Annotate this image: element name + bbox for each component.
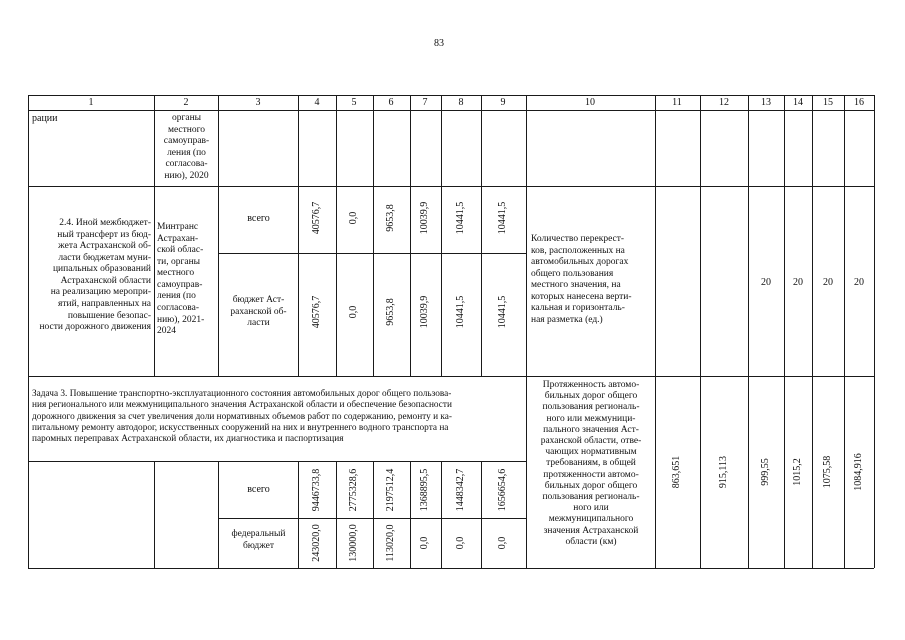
column-border (748, 95, 749, 568)
value-cell: 9653,8 (384, 204, 396, 232)
text-line: 2.4. Иной межбюджет- (59, 218, 151, 228)
column-border (441, 95, 442, 376)
text-line: ности дорожного движения (39, 322, 151, 333)
table-bottom-border (28, 568, 874, 569)
text-line: ная разметка (ед.) (531, 315, 603, 326)
text-line: дорожного движения за счет увеличения доли нормативных объемов работ по содержанию, ремонту и ка- (32, 411, 452, 422)
text-line: органы (171, 113, 202, 123)
text-line: паромных переправах Астраханской области, их диагностика и паспортизация (32, 434, 344, 445)
column-header: 5 (351, 97, 357, 108)
text-line: межмуниципального (548, 514, 634, 525)
text-line: согласова- (165, 159, 208, 170)
text-line: повышение безопас- (67, 310, 151, 321)
column-header: 6 (388, 97, 394, 108)
value-cell: 40576,7 (310, 295, 322, 329)
value-cell: 1656654,6 (496, 468, 508, 512)
funding-source-total: всего (247, 213, 270, 224)
text-line: раханской об- (230, 306, 287, 317)
column-border (410, 461, 411, 568)
text-line: ния регионального или межмуниципального значения Астраханской области и обеспечение безопасности (32, 400, 452, 411)
text-line: бильных дорог общего (544, 480, 638, 491)
column-border (373, 461, 374, 568)
value-cell: 10441,5 (496, 201, 508, 235)
text-line: ления (по (167, 147, 206, 158)
value-cell: 9653,8 (384, 298, 396, 326)
column-border (655, 95, 656, 568)
target-value: 20 (823, 277, 833, 288)
value-cell: 0,0 (418, 536, 430, 550)
column-border (481, 461, 482, 568)
text-line: ного или (573, 503, 609, 514)
text-line: Количество перекрест- (531, 234, 625, 244)
value-cell: 243020,0 (310, 524, 322, 562)
column-header: 12 (719, 97, 729, 108)
text-line: значения Астраханской (543, 525, 639, 536)
target-value: 1075,58 (821, 455, 833, 489)
text-line: требованиям, в общей (546, 458, 636, 469)
value-cell: 10039,9 (418, 201, 430, 235)
column-border (373, 95, 374, 376)
text-line: бюджет (242, 540, 275, 551)
text-line: пального значения Аст- (543, 424, 639, 435)
column-border (336, 461, 337, 568)
text-line: местного (167, 124, 206, 135)
value-cell: 1368895,5 (418, 468, 430, 512)
page-number: 83 (434, 38, 444, 49)
text-line: Задача 3. Повышение транспортно-эксплуатационного состояния автомобильных дорог общего пользова- (32, 389, 452, 399)
value-cell: 130000,0 (347, 524, 359, 562)
text-line: нию), 2021- (157, 314, 205, 325)
text-line: жета Астраханской об- (58, 241, 151, 252)
value-cell: 0,0 (496, 536, 508, 550)
continued-executor (155, 113, 218, 182)
text-line: Астраханской области (60, 275, 151, 286)
column-header: 10 (585, 97, 595, 108)
column-border (410, 95, 411, 376)
column-header: 3 (255, 97, 261, 108)
text-line: ления (по (157, 291, 196, 302)
column-border (784, 95, 785, 568)
text-line: ципальных образований (52, 264, 151, 275)
text-line: ласти (247, 318, 270, 329)
indicator-text (528, 380, 654, 548)
value-cell: 10441,5 (496, 295, 508, 329)
column-border (481, 95, 482, 376)
column-border (700, 95, 701, 568)
value-cell: 9446733,8 (310, 468, 322, 512)
target-value: 20 (854, 277, 864, 288)
column-header: 16 (854, 97, 864, 108)
column-border (874, 95, 875, 568)
text-line: бюджет Аст- (232, 295, 285, 305)
indicator-text (531, 234, 653, 327)
funding-source-total: всего (247, 484, 270, 495)
column-header: 13 (761, 97, 771, 108)
text-line: ков, расположенных на (531, 245, 625, 256)
value-cell: 10039,9 (418, 295, 430, 329)
column-header: 4 (314, 97, 320, 108)
text-line: ской облас- (157, 245, 204, 256)
text-line: бильных дорог общего (544, 391, 638, 402)
value-cell: 1448342,7 (454, 468, 466, 512)
column-border (844, 95, 845, 568)
value-cell: 10441,5 (454, 201, 466, 235)
column-header: 7 (422, 97, 428, 108)
text-line: ятий, направленных на (58, 299, 151, 310)
column-border (441, 461, 442, 568)
column-border (154, 461, 155, 568)
value-cell: 2197512,4 (384, 468, 396, 512)
text-line: области (км) (565, 536, 617, 547)
column-header: 2 (183, 97, 189, 108)
text-line: ный трансферт из бюд- (57, 229, 151, 240)
column-border (336, 95, 337, 376)
text-line: протяженности автомо- (543, 469, 639, 480)
text-line: ти, органы (157, 256, 201, 267)
value-cell: 0,0 (347, 211, 359, 225)
text-line: чающих нормативным (545, 447, 637, 458)
target-value: 20 (761, 277, 771, 288)
column-border (218, 95, 219, 376)
text-line: общего пользования (531, 268, 614, 279)
text-line: местного (157, 268, 195, 279)
text-line: Протяженность автомо- (542, 380, 640, 390)
funding-source-federal (219, 529, 298, 552)
task-title (32, 389, 524, 446)
task-title-divider (28, 461, 526, 462)
column-header: 14 (793, 97, 803, 108)
value-cell: 40576,7 (310, 201, 322, 235)
target-value: 1084,916 (852, 453, 864, 491)
column-border (812, 95, 813, 568)
text-line: нию), 2020 (164, 170, 209, 181)
target-value: 1015,2 (791, 458, 803, 486)
text-line: согласова- (157, 303, 200, 314)
column-border (526, 95, 527, 568)
target-value: 999,55 (759, 458, 771, 486)
text-line: на реализацию меропри- (50, 287, 151, 298)
text-line: кальная и горизонталь- (531, 303, 625, 314)
text-line: 2024 (157, 326, 176, 337)
text-line: федеральный (231, 529, 286, 539)
subrow-divider (218, 253, 526, 254)
text-line: пользования региональ- (542, 492, 640, 503)
text-line: самоуправ- (163, 136, 210, 147)
subrow-divider (218, 518, 526, 519)
text-line: питальному ремонту автодорог, искусственных сооружений на них и внутреннего водного транспорта на (32, 422, 449, 433)
column-border (298, 461, 299, 568)
value-cell: 0,0 (347, 305, 359, 319)
column-header: 1 (88, 97, 94, 108)
target-value: 915,113 (717, 455, 729, 489)
text-line: ного или межмуници- (546, 413, 636, 424)
executor (157, 222, 217, 338)
text-line: автомобильных дорогах (531, 257, 629, 268)
column-border (298, 95, 299, 376)
target-value: 863,651 (670, 455, 682, 489)
value-cell: 0,0 (454, 536, 466, 550)
target-value: 20 (793, 277, 803, 288)
funding-source-budget (219, 295, 298, 330)
column-header: 11 (672, 97, 682, 108)
value-cell: 10441,5 (454, 295, 466, 329)
text-line: пользования региональ- (542, 402, 640, 413)
value-cell: 113020,0 (384, 524, 396, 562)
text-line: местного значения, на (531, 280, 621, 291)
column-header: 15 (823, 97, 833, 108)
continued-measure-name: рации (32, 113, 58, 124)
measure-name (29, 218, 151, 334)
column-header: 8 (458, 97, 464, 108)
text-line: которых нанесена верти- (531, 291, 632, 302)
column-header: 9 (500, 97, 506, 108)
text-line: раханской области, отве- (540, 436, 642, 447)
text-line: Минтранс (157, 222, 199, 232)
text-line: самоуправ- (157, 279, 203, 290)
text-line: ласти бюджетам муни- (58, 252, 151, 263)
text-line: Астрахан- (157, 233, 199, 244)
value-cell: 2775328,6 (347, 468, 359, 512)
